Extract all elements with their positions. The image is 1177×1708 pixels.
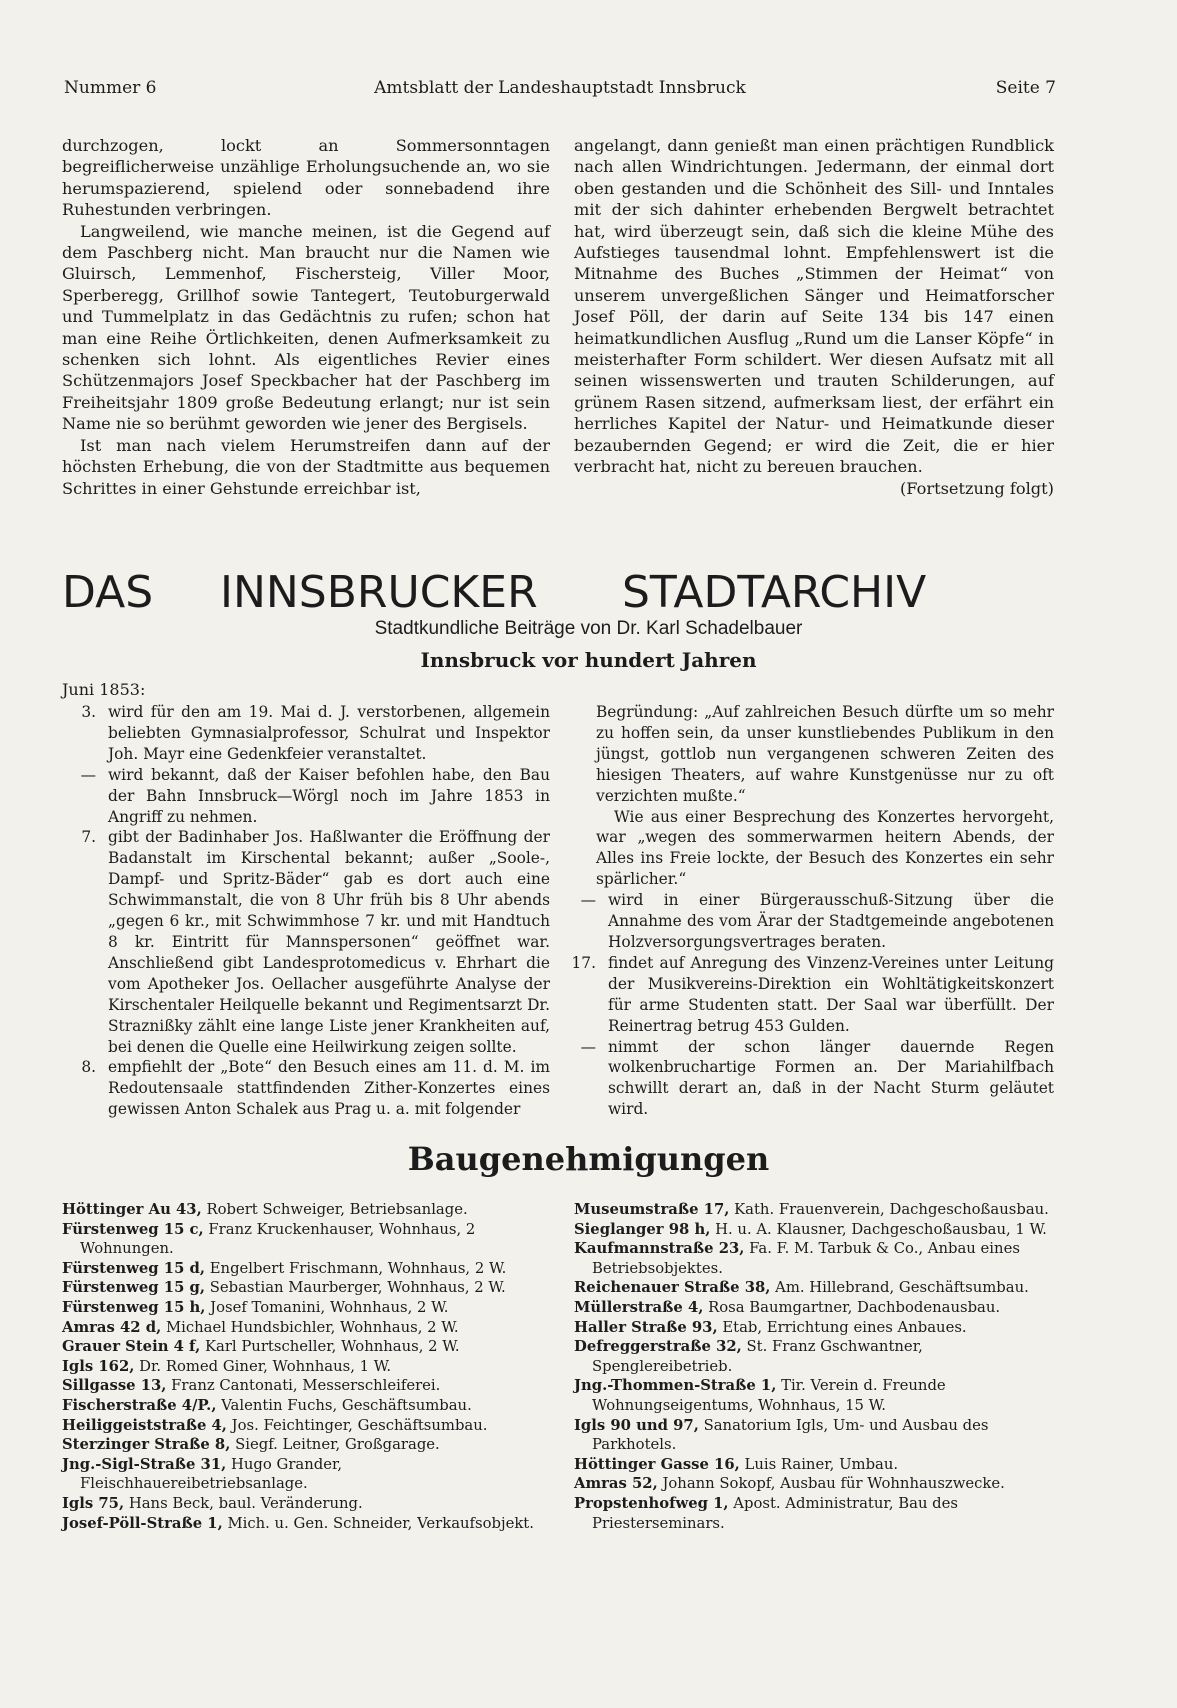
- page-header: [64, 78, 1056, 102]
- permit-entry: [574, 1200, 1054, 1220]
- entry-text: findet auf Anregung des Vinzenz-Vereines unter Leitung der Musikvereins-Direktion ein Wohltätigkeitskonzert für arme Studenten statt. Der Saal war überfüllt. Der Reinertrag betrug 453 Gulden.: [608, 953, 1054, 1035]
- permit-address: Heiliggeiststraße 4,: [62, 1416, 227, 1434]
- chronicle-entry: [562, 890, 1054, 953]
- permit-entry: [62, 1416, 550, 1436]
- permit-details: Jos. Feichtinger, Geschäftsumbau.: [226, 1416, 488, 1434]
- permit-address: Amras 42 d,: [62, 1318, 162, 1336]
- permit-entry: [62, 1220, 550, 1259]
- entry-date: —: [580, 1037, 596, 1056]
- entry-date: —: [580, 891, 596, 910]
- permits-right-column: [574, 1200, 1054, 1533]
- permit-details: Apost. Administratur, Bau des Priesterseminars.: [592, 1494, 958, 1532]
- entry-date: —: [80, 765, 96, 784]
- chronicle-right-column: [571, 702, 1054, 1120]
- permits-left-column: [62, 1200, 550, 1533]
- archive-subtitle: Stadtkundliche Beiträge von Dr. Karl Schadelbauer: [374, 618, 803, 639]
- permit-entry: [62, 1298, 550, 1318]
- permit-entry: [62, 1396, 550, 1416]
- entry-text: empfiehlt der „Bote“ den Besuch eines am 11. d. M. im Redoutensaale stattfindenden Zither-Konzertes eines gewissen Anton Schalek aus Prag u. a. mit folgender: [108, 1058, 550, 1119]
- permit-address: Jng.-Sigl-Straße 31,: [62, 1455, 227, 1473]
- permit-entry: [574, 1298, 1054, 1318]
- entry-date: 8.: [81, 1058, 96, 1077]
- article-paragraph: Langweilend, wie manche meinen, ist die Gegend auf dem Paschberg nicht. Man braucht nur die Namen wie Gluirsch, Lemmenhof, Fischersteig, Viller Moor, Sperberegg, Grillhof sowie Tantegert, Teutoburgerwald und Tummelplatz in das Gedächtnis zu rufen; schon hat man eine Reihe Örtlichkeiten, denen Aufmerksamkeit zu schenken sich lohnt. Als eigentliches Revier eines Schützenmajors Josef Speckbacher hat der Paschberg im Freiheitsjahr 1809 große Bedeutung erlangt; nur ist sein Name nie so berühmt geworden wie jener des Bergisels.: [62, 221, 550, 434]
- permit-entry: [62, 1357, 550, 1377]
- permit-address: Höttinger Au 43,: [62, 1201, 202, 1218]
- archive-banner: [62, 568, 1054, 618]
- permit-entry: [62, 1494, 550, 1514]
- permit-address: Fürstenweg 15 c,: [62, 1220, 204, 1238]
- permit-details: Michael Hundsbichler, Wohnhaus, 2 W.: [161, 1318, 459, 1336]
- permit-address: Fürstenweg 15 g,: [62, 1279, 206, 1297]
- permit-details: Kath. Frauenverein, Dachgeschoßausbau.: [729, 1201, 1049, 1218]
- permit-details: Franz Cantonati, Messerschleiferei.: [166, 1377, 441, 1395]
- issue-number: Nummer 6: [64, 78, 157, 98]
- chronicle-entry: [62, 827, 550, 1057]
- permit-entry: [62, 1278, 550, 1298]
- permit-details: Hugo Grander, Fleischhauereibetriebsanlage.: [80, 1455, 343, 1493]
- entry-date: 7.: [81, 828, 96, 847]
- permit-details: Sanatorium Igls, Um- und Ausbau des Parkhotels.: [592, 1416, 989, 1454]
- permits-heading: Baugenehmigungen: [407, 1140, 770, 1178]
- section-title: Innsbruck vor hundert Jahren: [420, 648, 757, 672]
- page-number: Seite 7: [995, 78, 1056, 98]
- permit-address: Igls 75,: [62, 1494, 125, 1512]
- top-article-right-column: [574, 135, 1054, 499]
- permit-address: Igls 162,: [62, 1357, 135, 1375]
- permit-address: Müllerstraße 4,: [574, 1298, 704, 1316]
- permit-details: Mich. u. Gen. Schneider, Verkaufsobjekt.: [222, 1514, 534, 1532]
- permit-details: Etab, Errichtung eines Anbaues.: [717, 1318, 967, 1336]
- permit-address: Sillgasse 13,: [62, 1377, 167, 1395]
- permit-details: Engelbert Frischmann, Wohnhaus, 2 W.: [205, 1259, 507, 1277]
- permit-address: Haller Straße 93,: [574, 1318, 718, 1336]
- article-paragraph: Ist man nach vielem Herumstreifen dann auf der höchsten Erhebung, die von der Stadtmitte aus bequemen Schrittes in einer Gehstunde erreichbar ist,: [62, 435, 550, 498]
- permit-details: Valentin Fuchs, Geschäftsumbau.: [216, 1396, 472, 1414]
- permit-entry: [574, 1416, 1054, 1455]
- permit-address: Grauer Stein 4 f,: [62, 1338, 201, 1356]
- permit-entry: [574, 1494, 1054, 1533]
- permit-entry: [62, 1200, 550, 1220]
- chronicle-entry: [62, 702, 550, 765]
- permit-details: Dr. Romed Giner, Wohnhaus, 1 W.: [134, 1357, 392, 1375]
- permit-address: Museumstraße 17,: [574, 1201, 730, 1218]
- permit-address: Jng.-Thommen-Straße 1,: [574, 1377, 777, 1395]
- permit-details: Am. Hillebrand, Geschäftsumbau.: [770, 1279, 1029, 1297]
- publication-title: Amtsblatt der Landeshauptstadt Innsbruck: [374, 78, 746, 98]
- permit-entry: [574, 1455, 1054, 1475]
- permit-address: Igls 90 und 97,: [574, 1416, 699, 1434]
- permit-address: Fischerstraße 4/P.,: [62, 1396, 217, 1414]
- permit-details: H. u. A. Klausner, Dachgeschoßausbau, 1 W.: [710, 1220, 1047, 1238]
- entry-text: nimmt der schon länger dauernde Regen wolkenbruchartige Formen an. Der Mariahilfbach schwillt derart an, daß in der Nacht Sturm geläutet wird.: [608, 1037, 1054, 1119]
- permit-details: Robert Schweiger, Betriebsanlage.: [201, 1201, 468, 1218]
- entry-text: wird in einer Bürgerausschuß-Sitzung über die Annahme des vom Ärar der Stadtgemeinde angebotenen Holzversorgungsvertrages beraten.: [608, 891, 1054, 951]
- permit-entry: [62, 1337, 550, 1357]
- permit-details: Hans Beck, baul. Veränderung.: [124, 1494, 363, 1512]
- permit-entry: [574, 1220, 1054, 1240]
- permit-address: Fürstenweg 15 d,: [62, 1259, 206, 1277]
- chronicle-text: Wie aus einer Besprechung des Konzertes hervorgeht, war „wegen des sommerwarmen heitern Abends, der Alles ins Freie lockte, der Besuch des Konzertes ein sehr spärlicher.“: [596, 807, 1054, 889]
- chronicle-entry: [62, 1057, 550, 1120]
- entry-date: 3.: [81, 703, 96, 721]
- permit-entry: [62, 1514, 550, 1534]
- permit-entry: [574, 1318, 1054, 1338]
- permit-address: Defreggerstraße 32,: [574, 1338, 742, 1356]
- permit-entry: [62, 1455, 550, 1494]
- permit-entry: [62, 1435, 550, 1455]
- permit-entry: [574, 1376, 1054, 1415]
- permit-address: Höttinger Gasse 16,: [574, 1455, 740, 1473]
- permit-entry: [62, 1376, 550, 1396]
- permit-address: Amras 52,: [574, 1475, 658, 1493]
- entry-text: wird bekannt, daß der Kaiser befohlen habe, den Bau der Bahn Innsbruck—Wörgl noch im Jahre 1853 in Angriff zu nehmen.: [108, 765, 550, 826]
- article-paragraph: angelangt, dann genießt man einen prächtigen Rundblick nach allen Windrichtungen. Jedermann, der einmal dort oben gestanden und die Schönheit des Sill- und Inntales mit der sich dahinter erhebenden Bergwelt betrachtet hat, wird überzeugt sein, daß sich die kleine Mühe des Aufstieges tausendmal lohnt. Empfehlenswert ist die Mitnahme des Buches „Stimmen der Heimat“ von unserem unvergeßlichen Sänger und Heimatforscher Josef Pöll, der darin auf Seite 134 bis 147 einen heimatkundlichen Ausflug „Rund um die Lanser Köpfe“ in meisterhafter Form schildert. Wer diesen Aufsatz mit all seinen wissenswerten und trauten Schilderungen, auf grünem Rasen sitzend, aufmerksam liest, der erfährt ein herrliches Kapitel der Natur- und Heimatkunde dieser bezaubernden Gegend; er wird die Zeit, die er hier verbracht hat, nicht zu bereuen brauchen.: [574, 136, 1054, 477]
- permit-address: Fürstenweg 15 h,: [62, 1298, 206, 1316]
- chronicle-left-column: [62, 702, 550, 1120]
- permit-details: Siegf. Leitner, Großgarage.: [230, 1436, 440, 1454]
- permit-entry: [62, 1259, 550, 1279]
- permit-details: St. Franz Gschwantner, Spenglereibetrieb.: [592, 1338, 923, 1375]
- banner-word: DAS: [62, 567, 154, 618]
- chronicle-entry: [562, 1037, 1054, 1121]
- permit-entry: [574, 1474, 1054, 1494]
- continuation-note: (Fortsetzung folgt): [899, 478, 1054, 498]
- permit-details: Rosa Baumgartner, Dachbodenausbau.: [703, 1298, 1001, 1316]
- chronicle-text: Begründung: „Auf zahlreichen Besuch dürfte um so mehr zu hoffen sein, da unser kunstliebendes Publikum in den jüngst, gottlob nun vergangenen schweren Zeiten des hiesigen Theaters, auf wahre Kunstgenüsse nur zu oft verzichten mußte.“: [596, 703, 1054, 805]
- entry-text: wird für den am 19. Mai d. J. verstorbenen, allgemein beliebten Gymnasialprofessor, Schulrat und Inspektor Joh. Mayr eine Gedenkfeier veranstaltet.: [108, 703, 550, 763]
- permit-address: Josef-Pöll-Straße 1,: [62, 1514, 223, 1532]
- permit-entry: [574, 1239, 1054, 1278]
- permit-details: Karl Purtscheller, Wohnhaus, 2 W.: [200, 1338, 460, 1356]
- permit-address: Sieglanger 98 h,: [574, 1220, 711, 1238]
- permit-address: Reichenauer Straße 38,: [574, 1279, 771, 1297]
- permit-details: Sebastian Maurberger, Wohnhaus, 2 W.: [205, 1279, 506, 1297]
- chronicle-entry: [562, 953, 1054, 1037]
- banner-word: STADTARCHIV: [622, 567, 927, 618]
- permit-address: Kaufmannstraße 23,: [574, 1240, 745, 1258]
- month-label: Juni 1853:: [62, 680, 146, 699]
- permit-details: Franz Kruckenhauser, Wohnhaus, 2 Wohnungen.: [80, 1220, 476, 1258]
- permit-address: Sterzinger Straße 8,: [62, 1436, 231, 1454]
- permit-entry: [574, 1278, 1054, 1298]
- top-article-left-column: [62, 135, 550, 499]
- permit-address: Propstenhofweg 1,: [574, 1494, 729, 1512]
- permit-details: Tir. Verein d. Freunde Wohnungseigentums, Wohnhaus, 15 W.: [592, 1377, 946, 1414]
- banner-word: INNSBRUCKER: [220, 567, 538, 618]
- entry-text: gibt der Badinhaber Jos. Haßlwanter die Eröffnung der Badanstalt im Kirschental bekannt; außer „Soole-, Dampf- und Spritz-Bäder“ gab es dort auch eine Schwimmanstalt, die von 8 Uhr früh bis 8 Uhr abends „gegen 6 kr., mit Schwimmhose 7 kr. und mit Handtuch 8 kr. Eintritt für Mannspersonen“ geöffnet war. Anschließend gibt Landesprotomedicus v. Ehrhart die vom Apotheker Jos. Oellacher ausgeführte Analyse der Kirschentaler Heilquelle bekannt und Regimentsarzt Dr. Straznißky zählt eine lange Liste jener Krankheiten auf, bei denen die Quelle eine Heilwirkung zeigen sollte.: [108, 828, 550, 1056]
- permit-details: Josef Tomanini, Wohnhaus, 2 W.: [205, 1298, 449, 1316]
- permit-details: Fa. F. M. Tarbuk & Co., Anbau eines Betriebsobjektes.: [592, 1240, 1020, 1277]
- permit-details: Luis Rainer, Umbau.: [739, 1455, 899, 1473]
- chronicle-entry: [62, 765, 550, 828]
- article-paragraph: durchzogen, lockt an Sommersonntagen begreiflicherweise unzählige Erholungsuchende an, wo sie herumspazierend, spielend oder sonnebadend ihre Ruhestunden verbringen.: [62, 136, 550, 220]
- permit-details: Johann Sokopf, Ausbau für Wohnhauszwecke.: [657, 1475, 1005, 1493]
- entry-date: 17.: [571, 953, 596, 972]
- permit-entry: [574, 1337, 1054, 1376]
- permit-entry: [62, 1318, 550, 1338]
